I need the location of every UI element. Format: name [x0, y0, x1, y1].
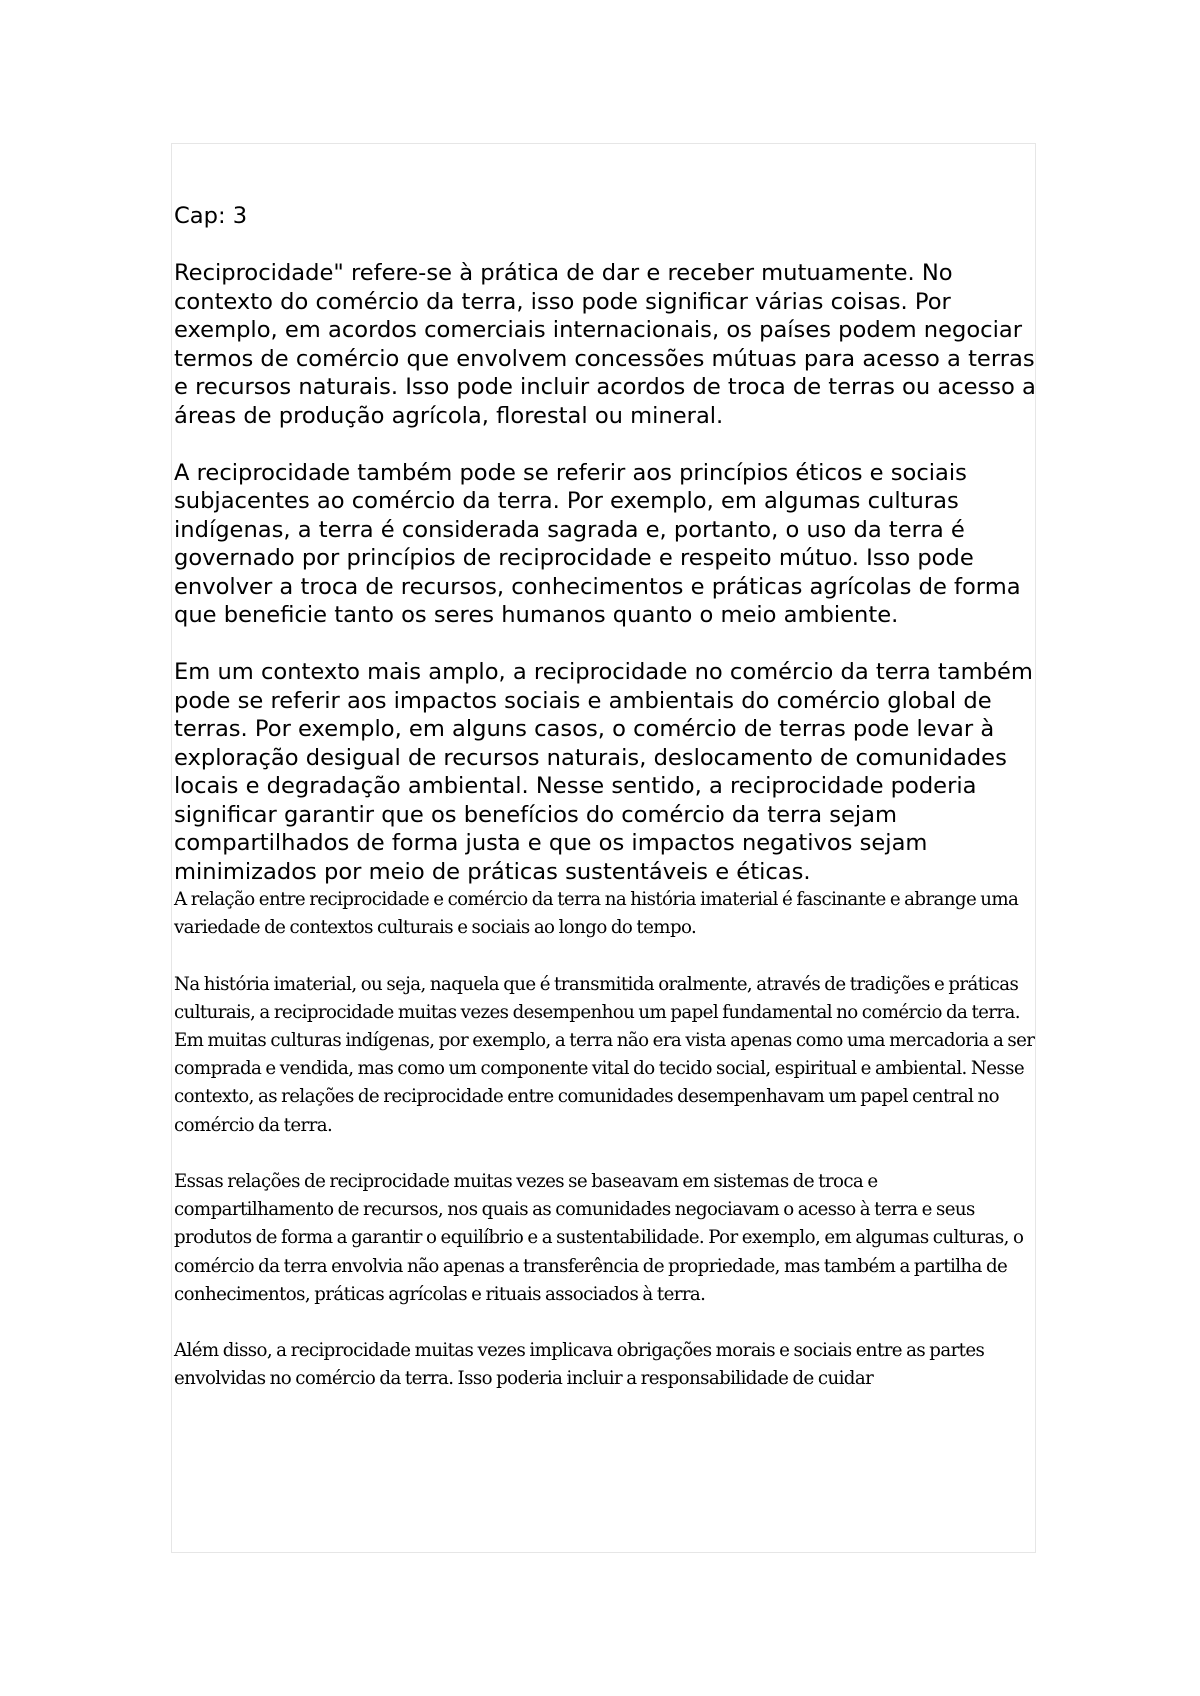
- document-page: [171, 143, 1044, 1553]
- paragraph-oral-tradition: Na história imaterial, ou seja, naquela que é transmitida oralmente, através de tradições e práticas culturais, a reciprocidade muitas vezes desempenhou um papel fundamental no comércio da terra. Em muitas culturas indígenas, por exemplo, a terra não era vista apenas como uma mercadoria a ser comprada e vendida, mas como um componente vital do tecido social, espiritual e ambiental. Nesse contexto, as relações de reciprocidade entre comunidades desempenhavam um papel central no comércio da terra.: [174, 973, 1035, 1136]
- paragraph-immaterial-history-intro: A relação entre reciprocidade e comércio da terra na história imaterial é fascinante e abrange uma variedade de contextos culturais e sociais ao longo do tempo.: [174, 889, 1019, 939]
- paragraph-ethical-principles: A reciprocidade também pode se referir aos princípios éticos e sociais subjacentes ao comércio da terra. Por exemplo, em algumas culturas indígenas, a terra é considerada sagrada e, portanto, o uso da terra é governado por princípios de reciprocidade e respeito mútuo. Isso pode envolver a troca de recursos, conhecimentos e práticas agrícolas de forma que beneficie tanto os seres humanos quanto o meio ambiente.: [174, 459, 1028, 628]
- paragraph-global-impacts: Em um contexto mais amplo, a reciprocidade no comércio da terra também pode se referir aos impactos sociais e ambientais do comércio global de terras. Por exemplo, em alguns casos, o comércio de terras pode levar à exploração desigual de recursos naturais, deslocamento de comunidades locais e degradação ambiental. Nesse sentido, a reciprocidade poderia significar garantir que os benefícios do comércio da terra sejam compartilhados de forma justa e que os impactos negativos sejam minimizados por meio de práticas sustentáveis e éticas.: [174, 659, 1041, 885]
- document-body: [174, 202, 1044, 1394]
- paragraph-reciprocity-definition: Reciprocidade" refere-se à prática de dar e receber mutuamente. No contexto do comércio da terra, isso pode significar várias coisas. Por exemplo, em acordos comerciais internacionais, os países podem negociar termos de comércio que envolvem concessões mútuas para acesso a terras e recursos naturais. Isso pode incluir acordos de troca de terras ou acesso a áreas de produção agrícola, florestal ou mineral.: [174, 260, 1044, 429]
- chapter-heading: Cap: 3: [174, 203, 248, 229]
- paragraph-moral-obligations: Além disso, a reciprocidade muitas vezes implicava obrigações morais e sociais entre as partes envolvidas no comércio da terra. Isso poderia incluir a responsabilidade de cuidar: [174, 1340, 985, 1390]
- paragraph-exchange-systems: Essas relações de reciprocidade muitas vezes se baseavam em sistemas de troca e compartilhamento de recursos, nos quais as comunidades negociavam o acesso à terra e seus produtos de forma a garantir o equilíbrio e a sustentabilidade. Por exemplo, em algumas culturas, o comércio da terra envolvia não apenas a transferência de propriedade, mas também a partilha de conhecimentos, práticas agrícolas e rituais associados à terra.: [174, 1171, 1024, 1305]
